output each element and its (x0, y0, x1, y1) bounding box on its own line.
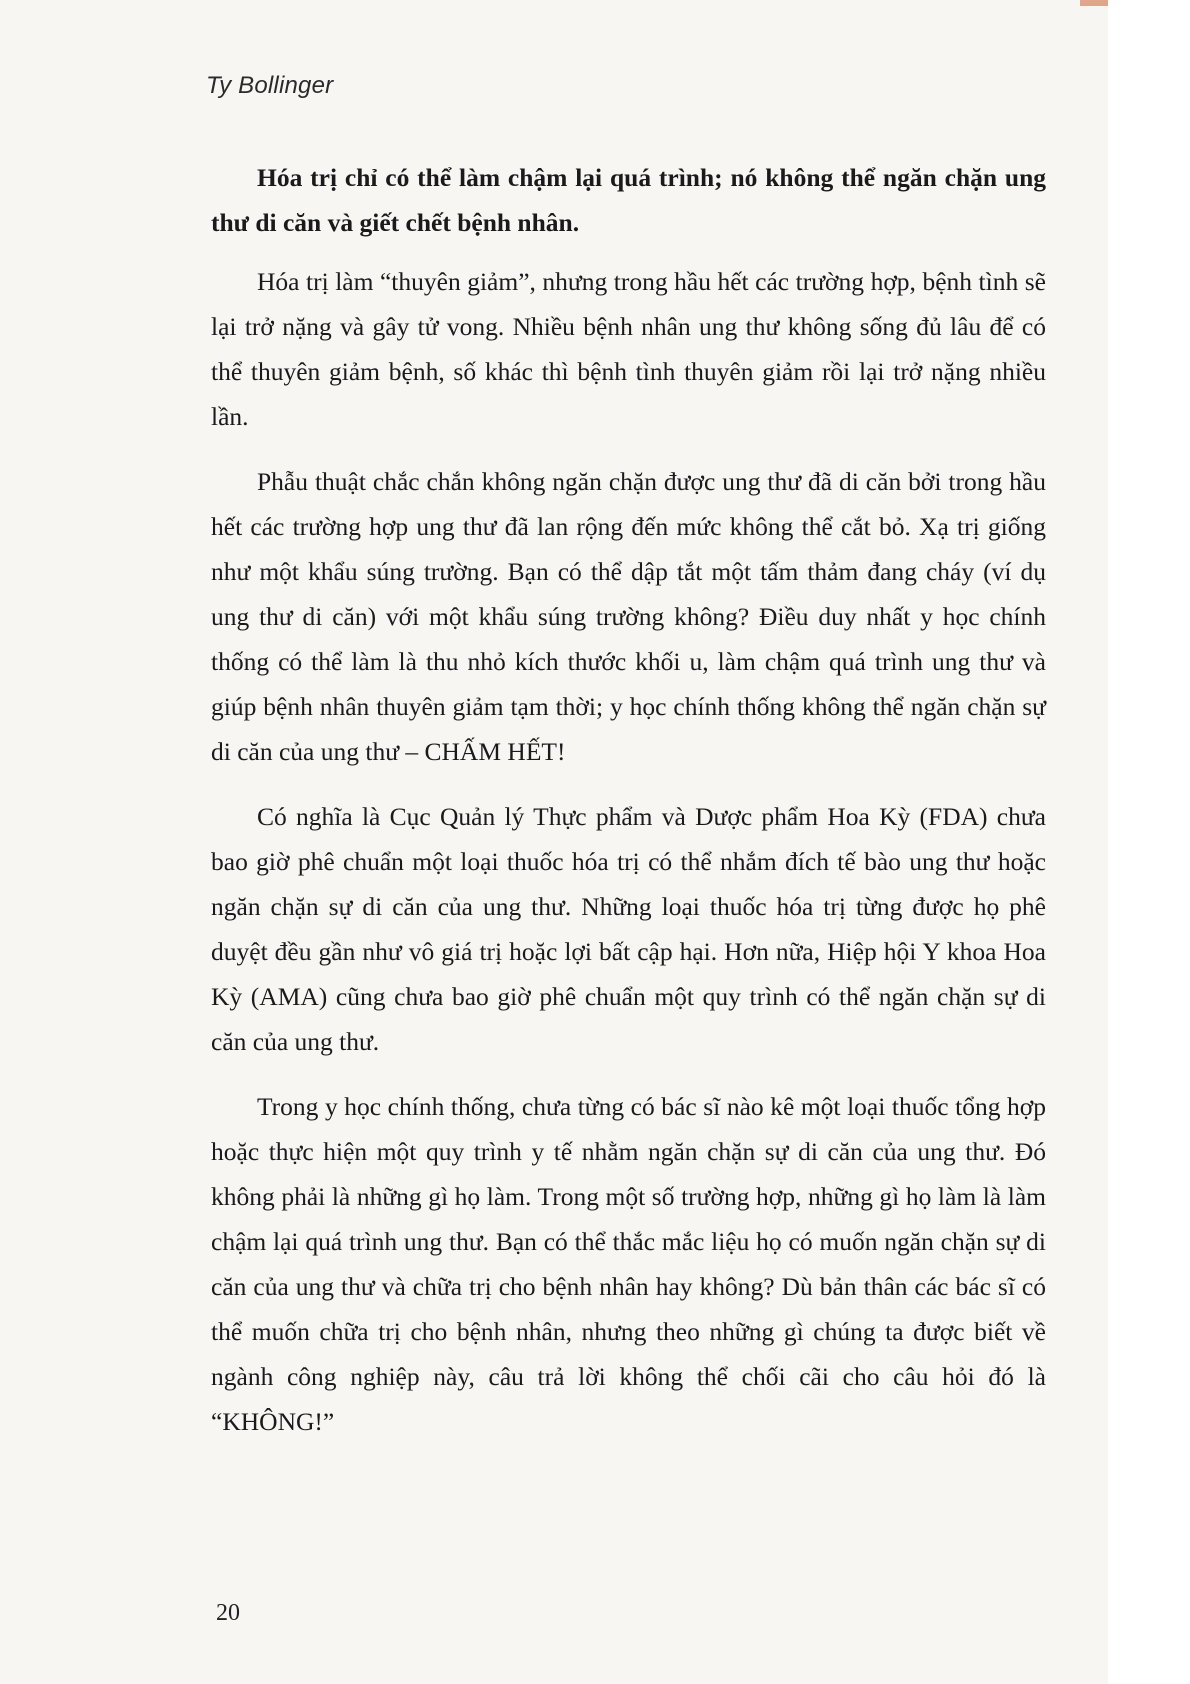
page-body (211, 155, 1046, 1464)
paragraph-bold-lead: Hóa trị chỉ có thể làm chậm lại quá trình; nó không thể ngăn chặn ung thư di căn và giết chết bệnh nhân. (211, 163, 1046, 237)
page-margin-edge (1108, 0, 1190, 1684)
paragraph-surgery-radiation: Phẫu thuật chắc chắn không ngăn chặn được ung thư đã di căn bởi trong hầu hết các trường hợp ung thư đã lan rộng đến mức không thể cắt bỏ. Xạ trị giống như một khẩu súng trường. Bạn có thể dập tắt một tấm thảm đang cháy (ví dụ ung thư di căn) với một khẩu súng trường không? Điều duy nhất y học chính thống có thể làm là thu nhỏ kích thước khối u, làm chậm quá trình ung thư và giúp bệnh nhân thuyên giảm tạm thời; y học chính thống không thể ngăn chặn sự di căn của ung thư – CHẤM HẾT! (211, 467, 1046, 766)
running-header-author: Ty Bollinger (206, 72, 334, 99)
paragraph-conventional-medicine: Trong y học chính thống, chưa từng có bác sĩ nào kê một loại thuốc tổng hợp hoặc thực hiện một quy trình y tế nhằm ngăn chặn sự di căn của ung thư. Đó không phải là những gì họ làm. Trong một số trường hợp, những gì họ làm là làm chậm lại quá trình ung thư. Bạn có thể thắc mắc liệu họ có muốn ngăn chặn sự di căn của ung thư và chữa trị cho bệnh nhân hay không? Dù bản thân các bác sĩ có thể muốn chữa trị cho bệnh nhân, nhưng theo những gì chúng ta được biết về ngành công nghiệp này, câu trả lời không thể chối cãi cho câu hỏi đó là “KHÔNG!” (211, 1092, 1046, 1436)
page-number: 20 (216, 1600, 240, 1626)
page-corner-mark (1080, 0, 1108, 6)
paragraph-remission: Hóa trị làm “thuyên giảm”, nhưng trong hầu hết các trường hợp, bệnh tình sẽ lại trở nặng và gây tử vong. Nhiều bệnh nhân ung thư không sống đủ lâu để có thể thuyên giảm bệnh, số khác thì bệnh tình thuyên giảm rồi lại trở nặng nhiều lần. (211, 267, 1046, 431)
paragraph-fda-ama: Có nghĩa là Cục Quản lý Thực phẩm và Dược phẩm Hoa Kỳ (FDA) chưa bao giờ phê chuẩn một loại thuốc hóa trị có thể nhắm đích tế bào ung thư hoặc ngăn chặn sự di căn của ung thư. Những loại thuốc hóa trị từng được họ phê duyệt đều gần như vô giá trị hoặc lợi bất cập hại. Hơn nữa, Hiệp hội Y khoa Hoa Kỳ (AMA) cũng chưa bao giờ phê chuẩn một quy trình có thể ngăn chặn sự di căn của ung thư. (211, 802, 1046, 1056)
